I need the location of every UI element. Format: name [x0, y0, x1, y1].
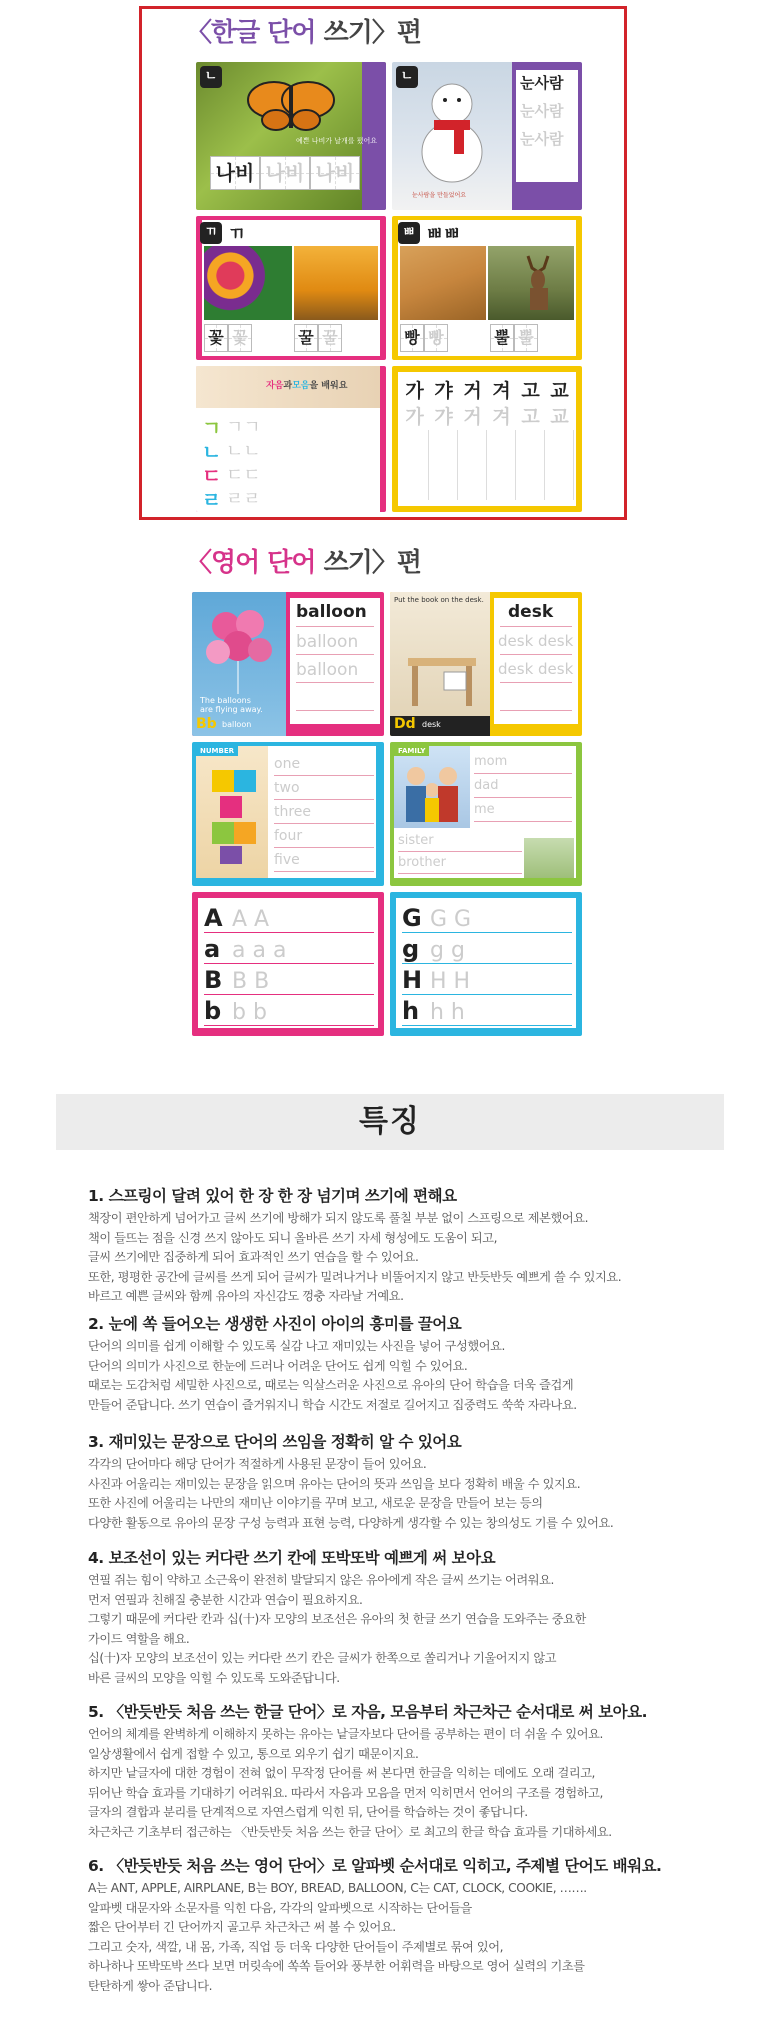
- balloon-label: balloon: [222, 720, 252, 729]
- consonant-badge: ㅃ: [398, 222, 420, 244]
- syllable-row: [400, 376, 574, 403]
- family-icon: [400, 760, 466, 824]
- page-balloon: [192, 592, 384, 736]
- ghost-cell: 뿔: [514, 324, 538, 352]
- butterfly-icon: [246, 74, 336, 134]
- syllable: 거: [463, 380, 482, 402]
- consonant-ghost: ㄴㄴ: [226, 441, 261, 462]
- ghost-cell: 나비: [260, 156, 310, 190]
- number-word: one: [274, 752, 374, 776]
- feature-line: 연필 쥐는 힘이 약하고 소근육이 완전히 발달되지 않은 유아에게 작은 글씨 쓰기는 어려워요.: [88, 1573, 554, 1587]
- page-alphabet-a: [192, 892, 384, 1036]
- syllable-blank-grid: [400, 430, 574, 500]
- writing-cell: 빵: [400, 324, 424, 352]
- feature-line: 만들어 준답니다. 쓰기 연습이 즐거워지니 학습 시간도 저절로 길어지고 집중력도 쑥쑥 자라나요.: [88, 1397, 577, 1412]
- consonants-caption: 자음과모음을 배워요: [266, 381, 348, 391]
- feature-line: 먼저 연필과 친해질 충분한 시간과 연습이 필요하지요.: [88, 1592, 363, 1607]
- number-word-list: [274, 752, 374, 872]
- alphabet-ghost: B B: [232, 969, 270, 994]
- snowman-writing-area: [516, 70, 578, 182]
- page-flowers: [196, 216, 386, 360]
- writing-cell: 나비: [210, 156, 260, 190]
- syllable-ghost: 고: [521, 406, 540, 428]
- feature-line: 또한, 평평한 공간에 글씨를 쓰게 되어 글씨가 밀려나거나 비뚤어지지 않고 반듯반듯 예쁘게 쓸 수 있지요.: [88, 1269, 622, 1284]
- page-consonants: [196, 366, 386, 512]
- desk-photo: [390, 592, 490, 736]
- alphabet-letter: b: [204, 997, 222, 1025]
- english-section-title: 〈영어 단어 쓰기〉편: [186, 548, 421, 578]
- ghost-cell: 꿀: [318, 324, 342, 352]
- feature-5: [88, 1700, 708, 1843]
- syllable-ghost: 겨: [492, 406, 511, 428]
- feature-line: 바른 글씨의 모양을 익힐 수 있도록 도와준답니다.: [88, 1670, 340, 1685]
- page-desk: [390, 592, 582, 736]
- alphabet-ghost: a a a: [232, 938, 287, 963]
- page-bread: [392, 216, 582, 360]
- consonant-row: [202, 462, 378, 486]
- balloon-ghost: balloon: [296, 632, 359, 652]
- feature-line: 알파벳 대문자와 소문자를 익힌 다음, 각각의 알파벳으로 시작하는 단어들을: [88, 1900, 472, 1915]
- syllable-ghost: 거: [463, 406, 482, 428]
- consonant-letter: ㄹ: [202, 487, 222, 512]
- syllable-ghost-row: [400, 402, 574, 429]
- deer-photo: [488, 246, 574, 320]
- feature-line: 다양한 활동으로 유아의 문장 구성 능력과 표현 능력, 다양하게 생각할 수 있는 창의성도 기를 수 있어요.: [88, 1515, 614, 1530]
- number-word: four: [274, 824, 374, 848]
- balloon-caption: The balloons are flying away.: [200, 696, 263, 714]
- feature-line: 차근차근 기초부터 접근하는 〈반듯반듯 처음 쓰는 한글 단어〉로 최고의 한글 학습 효과를 기대하세요.: [88, 1824, 612, 1839]
- number-tag: NUMBER: [196, 746, 238, 756]
- korean-section-title: 〈한글 단어 쓰기〉편: [186, 18, 421, 48]
- family-word: mom: [474, 750, 572, 774]
- desk-icon: [404, 632, 480, 708]
- writing-cell: 꽃: [204, 324, 228, 352]
- feature-line: 하지만 낱글자에 대한 경험이 전혀 없이 무작정 단어를 써 본다면 한글을 익히는 데에도 오래 걸리고,: [88, 1766, 596, 1781]
- syllable: 고: [521, 380, 540, 402]
- feature-line: 글자의 결합과 분리를 단계적으로 자연스럽게 익힌 뒤, 단어를 학습하는 것이 좋답니다.: [88, 1805, 528, 1820]
- page-syllables: [392, 366, 582, 512]
- balloon-icon: [204, 606, 276, 696]
- feature-line: 책이 들뜨는 점을 신경 쓰지 않아도 되니 올바른 쓰기 자세 형성에도 도움이 되고,: [88, 1230, 498, 1245]
- page-alphabet-g: [390, 892, 582, 1036]
- alphabet-letter: H: [402, 966, 423, 994]
- snowman-ghost: 눈사람: [520, 102, 564, 120]
- feature-line: 그리고 숫자, 색깔, 내 몸, 가족, 직업 등 더욱 다양한 단어들이 주제별로 묶여 있어,: [88, 1939, 504, 1954]
- alphabet-g-rows: [402, 902, 572, 1026]
- consonant-letter: ㄱ: [202, 415, 222, 440]
- family-tag: FAMILY: [394, 746, 429, 756]
- alphabet-row: [402, 933, 572, 964]
- feature-6: [88, 1854, 708, 1997]
- feature-line: 탄탄하게 쌓아 준답니다.: [88, 1978, 213, 1993]
- letter-badge: Bb: [196, 716, 217, 732]
- feature-line: A는 ANT, APPLE, AIRPLANE, B는 BOY, BREAD, BALLOON, C는 CAT, CLOCK, COOKIE, …….: [88, 1881, 587, 1895]
- feature-line: 가이드 역할을 해요.: [88, 1631, 190, 1646]
- consonant-letter: ㄷ: [202, 463, 222, 488]
- feature-line: 책장이 편안하게 넘어가고 글씨 쓰기에 방해가 되지 않도록 풀칠 부분 없이 스프링으로 제본했어요.: [88, 1211, 589, 1225]
- feature-4: [88, 1546, 708, 1689]
- alphabet-row: [402, 964, 572, 995]
- syllable-ghost: 갸: [434, 406, 453, 428]
- alphabet-ghost: A A: [232, 907, 270, 932]
- ghost-cell: 나비: [310, 156, 360, 190]
- alphabet-letter: A: [204, 904, 223, 932]
- alphabet-row: [204, 995, 374, 1026]
- page-snowman: [392, 62, 582, 210]
- page-number: [192, 742, 384, 886]
- family-word: me: [474, 798, 572, 822]
- alphabet-ghost: b b: [232, 1000, 267, 1025]
- feature-heading: 1. 스프링이 달려 있어 한 장 한 장 넘기며 쓰기에 편해요: [88, 1187, 457, 1205]
- feature-heading: 4. 보조선이 있는 커다란 쓰기 칸에 또박또박 예쁘게 써 보아요: [88, 1549, 496, 1567]
- ghost-cell: 빵: [424, 324, 448, 352]
- balloon-writing-area: [290, 598, 380, 724]
- alphabet-a-rows: [204, 902, 374, 1026]
- family-photo: [394, 746, 470, 828]
- siblings-photo: [524, 838, 574, 878]
- page-butterfly: [196, 62, 386, 210]
- number-blocks-photo: [196, 746, 268, 878]
- features-title: 특징: [359, 1104, 421, 1139]
- alphabet-letter: B: [204, 966, 223, 994]
- consonant-ghost: ㄱㄱ: [226, 417, 261, 438]
- feature-line: 각각의 단어마다 해당 단어가 적절하게 사용된 문장이 들어 있어요.: [88, 1457, 427, 1471]
- flowers-photo: [204, 246, 292, 320]
- butterfly-writing-row: [210, 156, 360, 190]
- balloon-ghost: balloon: [296, 660, 359, 680]
- balloon-word: balloon: [296, 602, 367, 622]
- feature-2: [88, 1312, 708, 1415]
- number-word: five: [274, 848, 374, 872]
- feature-line: 언어의 체계를 완벽하게 이해하지 못하는 유아는 낱글자보다 단어를 공부하는 편이 더 쉬울 수 있어요.: [88, 1727, 603, 1741]
- alphabet-row: [204, 933, 374, 964]
- feature-line: 짧은 단어부터 긴 단어까지 골고루 차근차근 써 볼 수 있어요.: [88, 1920, 396, 1935]
- syllable-ghost: 가: [405, 406, 424, 428]
- page-family: [390, 742, 582, 886]
- alphabet-ghost: h h: [430, 1000, 465, 1025]
- snowman-ghost: 눈사람: [520, 130, 564, 148]
- alphabet-row: [402, 902, 572, 933]
- features-header: [56, 1094, 724, 1150]
- family-word: dad: [474, 774, 572, 798]
- deer-icon: [518, 252, 558, 312]
- consonant-row: [202, 486, 378, 510]
- family-word-list-top: [474, 750, 572, 822]
- feature-heading: 3. 재미있는 문장으로 단어의 쓰임을 정확히 알 수 있어요: [88, 1433, 462, 1451]
- feature-line: 또한 사진에 어울리는 나만의 재미난 이야기를 꾸며 보고, 새로운 문장을 만들어 보는 등의: [88, 1496, 543, 1511]
- honey-photo: [294, 246, 378, 320]
- alphabet-ghost: G G: [430, 907, 472, 932]
- consonant-badge: ㄴ: [200, 66, 222, 88]
- alphabet-letter: h: [402, 997, 420, 1025]
- ghost-cell: 꽃: [228, 324, 252, 352]
- desk-writing-area: [494, 598, 578, 724]
- desk-sentence: Put the book on the desk.: [394, 596, 484, 604]
- letter-badge: Dd: [394, 716, 416, 732]
- writing-cell: 꿀: [294, 324, 318, 352]
- feature-line: 바르고 예쁜 글씨와 함께 유아의 자신감도 껑충 자라날 거예요.: [88, 1289, 404, 1304]
- feature-line: 그렇기 때문에 커다란 칸과 십(十)자 모양의 보조선은 유아의 첫 한글 쓰기 연습을 도와주는 중요한: [88, 1612, 586, 1627]
- alphabet-row: [402, 995, 572, 1026]
- syllable-ghost: 교: [550, 406, 569, 428]
- consonant-letter: ㄴ: [202, 439, 222, 464]
- number-word: three: [274, 800, 374, 824]
- alphabet-row: [204, 902, 374, 933]
- feature-line: 단어의 의미를 쉽게 이해할 수 있도록 실감 나고 재미있는 사진을 넣어 구성했어요.: [88, 1339, 506, 1353]
- desk-ghost: desk desk: [498, 660, 574, 678]
- syllable: 겨: [492, 380, 511, 402]
- alphabet-letter: g: [402, 935, 420, 963]
- syllable: 가: [405, 380, 424, 402]
- alphabet-letter: G: [402, 904, 422, 932]
- bread-top-word: ㅃㅃ: [426, 224, 461, 245]
- alphabet-ghost: H H: [430, 969, 471, 994]
- consonant-ghost: ㄷㄷ: [226, 465, 261, 486]
- alphabet-letter: a: [204, 935, 221, 963]
- number-word: two: [274, 776, 374, 800]
- snowman-icon: [420, 76, 484, 186]
- flowers-top-word: ㄲ: [228, 224, 246, 245]
- feature-line: 하나하나 또박또박 쓰다 보면 머릿속에 쏙쏙 들어와 풍부한 어휘력을 바탕으로 영어 실력의 기초를: [88, 1959, 585, 1974]
- butterfly-caption: 예쁜 나비가 날개를 폈어요: [296, 137, 378, 145]
- family-word: brother: [398, 852, 522, 874]
- consonant-row: [202, 414, 378, 438]
- feature-1: [88, 1184, 708, 1307]
- feature-line: 뒤어난 학습 효과를 기대하기 어려워요. 따라서 자음과 모음을 먼저 익히면서 언어의 구조를 경험하고,: [88, 1785, 603, 1800]
- feature-heading: 6. 〈반듯반듯 처음 쓰는 영어 단어〉로 알파벳 순서대로 익히고, 주제별 단어도 배워요.: [88, 1857, 662, 1875]
- consonant-badge: ㄴ: [396, 66, 418, 88]
- family-word: sister: [398, 830, 522, 852]
- feature-line: 사진과 어울리는 재미있는 문장을 읽으며 유아는 단어의 뜻과 쓰임을 보다 정확히 배울 수 있지요.: [88, 1476, 581, 1491]
- alphabet-ghost: g g: [430, 938, 465, 963]
- desk-ghost: desk desk: [498, 632, 574, 650]
- syllable: 교: [550, 380, 569, 402]
- feature-line: 일상생활에서 쉽게 접할 수 있고, 통으로 외우기 쉽기 때문이지요.: [88, 1746, 419, 1761]
- feature-line: 단어의 의미가 사진으로 한눈에 드러나 어려운 단어도 쉽게 익힐 수 있어요.: [88, 1358, 468, 1373]
- consonant-row: [202, 438, 378, 462]
- desk-word: desk: [508, 602, 554, 622]
- consonant-rows: [202, 414, 378, 510]
- alphabet-row: [204, 964, 374, 995]
- balloon-photo: [192, 592, 286, 736]
- syllable: 갸: [434, 380, 453, 402]
- number-blocks-icon: [206, 766, 262, 866]
- bread-photo: [400, 246, 486, 320]
- consonant-ghost: ㄹㄹ: [226, 489, 261, 510]
- feature-line: 때로는 도감처럼 세밀한 사진으로, 때로는 익살스러운 사진으로 유아의 단어 학습을 더욱 즐겁게: [88, 1378, 574, 1393]
- feature-heading: 2. 눈에 쏙 들어오는 생생한 사진이 아이의 흥미를 끌어요: [88, 1315, 462, 1333]
- feature-heading: 5. 〈반듯반듯 처음 쓰는 한글 단어〉로 자음, 모음부터 차근차근 순서대로 써 보아요.: [88, 1703, 647, 1721]
- snowman-caption: 눈사람을 만들었어요: [412, 192, 467, 199]
- writing-cell: 뿔: [490, 324, 514, 352]
- feature-3: [88, 1430, 708, 1533]
- consonant-badge: ㄲ: [200, 222, 222, 244]
- feature-line: 글씨 쓰기에만 집중하게 되어 효과적인 쓰기 연습을 할 수 있어요.: [88, 1250, 419, 1265]
- family-word-list-bottom: [398, 830, 522, 874]
- snowman-word: 눈사람: [520, 74, 564, 92]
- desk-label: desk: [422, 720, 441, 729]
- feature-line: 십(十)자 모양의 보조선이 있는 커다란 쓰기 칸은 글씨가 한쪽으로 쏠리거나 기울어지지 않고: [88, 1651, 557, 1666]
